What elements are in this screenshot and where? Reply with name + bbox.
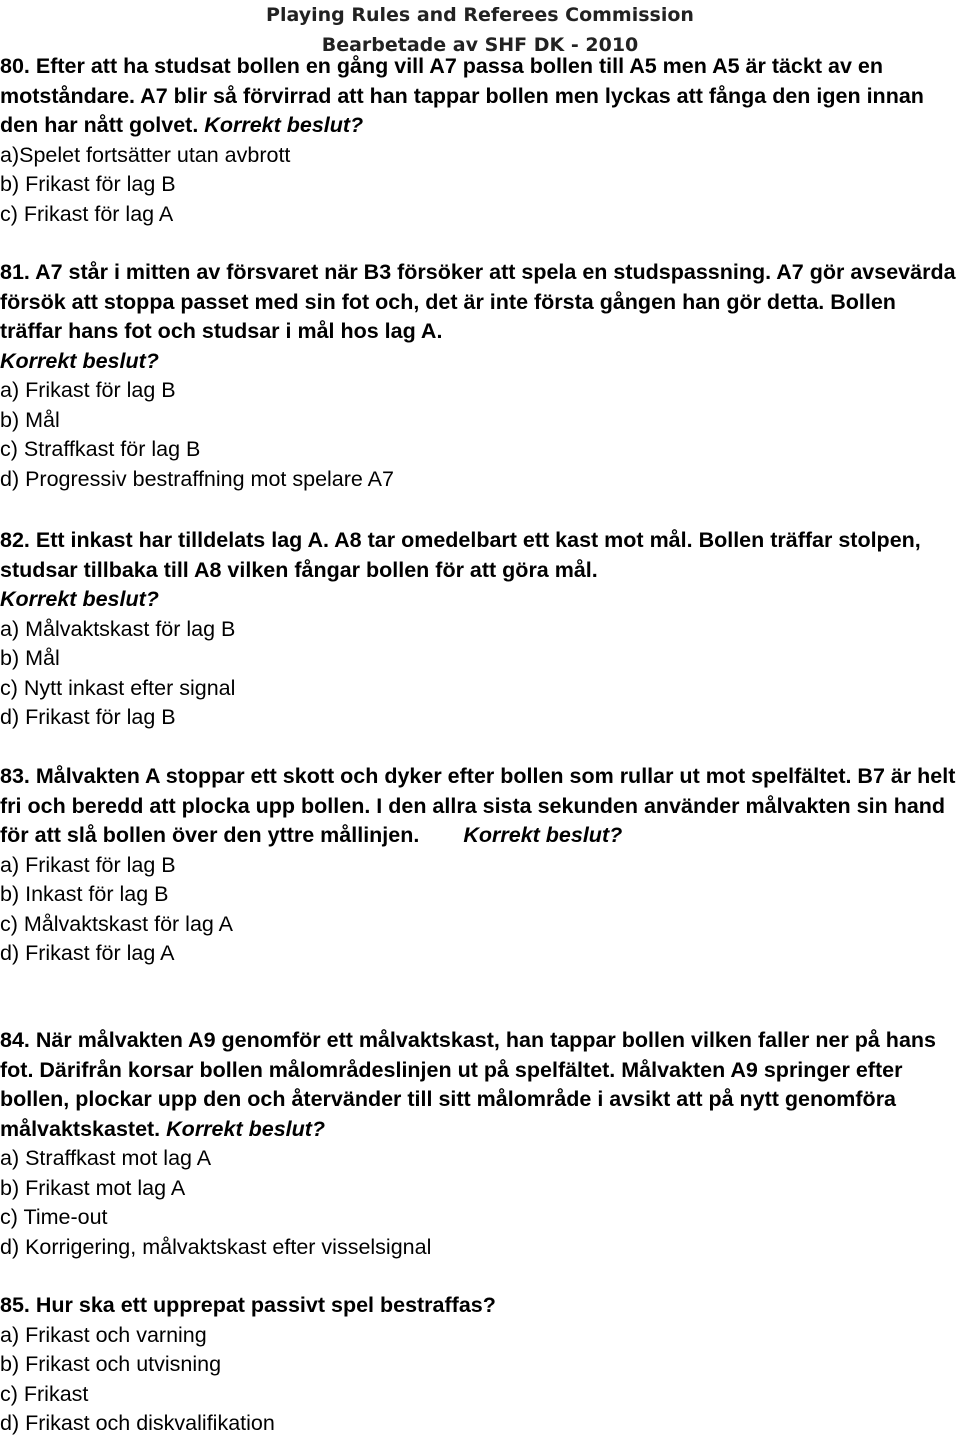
answer-option: a) Frikast och varning — [0, 1322, 207, 1347]
answer-option: c) Nytt inkast efter signal — [0, 675, 236, 700]
question-number: 83. — [0, 764, 30, 788]
question-83 — [0, 762, 958, 969]
answer-option: a)Spelet fortsätter utan avbrott — [0, 142, 291, 167]
answer-option: d) Korrigering, målvaktskast efter visselsignal — [0, 1234, 432, 1259]
question-number: 80. — [0, 54, 30, 78]
question-number: 81. — [0, 260, 30, 284]
question-82 — [0, 526, 958, 733]
question-stem — [0, 526, 958, 615]
answer-option: a) Frikast för lag B — [0, 852, 176, 877]
answer-option: b) Inkast för lag B — [0, 882, 169, 906]
question-prompt: Korrekt beslut? — [204, 113, 364, 137]
answer-option: b) Mål — [0, 646, 60, 670]
answer-option: a) Frikast för lag B — [0, 378, 176, 402]
question-81 — [0, 258, 958, 494]
question-text: A7 står i mitten av försvaret när B3 försöker att spela en studspassning. A7 gör avsevärda försök att stoppa passet med sin fot och, det är inte första gången han gör detta. Bollen träffar hans fot och studsar i mål hos lag A. — [0, 260, 956, 343]
question-number: 84. — [0, 1028, 30, 1052]
question-stem — [0, 762, 958, 851]
answer-option: b) Mål — [0, 407, 60, 432]
answer-option: b) Frikast mot lag A — [0, 1175, 186, 1200]
header-subtitle: Bearbetade av SHF DK - 2010 — [321, 34, 639, 56]
question-text: Hur ska ett upprepat passivt spel bestraffas? — [35, 1293, 496, 1317]
question-prompt: Korrekt beslut? — [0, 587, 159, 611]
question-stem — [0, 52, 958, 141]
answer-option: a) Straffkast mot lag A — [0, 1146, 212, 1170]
question-text: När målvakten A9 genomför ett målvaktskast, han tappar bollen vilken faller ner på hans fot. Därifrån korsar bollen målområdeslinjen ut på spelfältet. Målvakten A9 springer efter bollen, plockar upp den och återvänder till sitt målområde i avsikt att på nytt genomföra målvaktskastet. — [0, 1028, 936, 1141]
answer-option: d) Progressiv bestraffning mot spelare A7 — [0, 466, 394, 491]
page-header — [0, 0, 960, 60]
question-stem — [0, 258, 958, 376]
question-number: 85. — [0, 1293, 30, 1317]
question-text: Efter att ha studsat bollen en gång vill A7 passa bollen till A5 men A5 är täckt av en motståndare. A7 blir så förvirrad att han tappar bollen men lyckas att fånga den igen innan den har nått golvet. — [0, 54, 924, 137]
question-stem — [0, 1026, 958, 1144]
question-prompt: Korrekt beslut? — [166, 1116, 326, 1141]
question-stem — [0, 1291, 958, 1321]
answer-option: d) Frikast för lag B — [0, 705, 176, 729]
answer-option: b) Frikast och utvisning — [0, 1352, 222, 1376]
answer-option: c) Time-out — [0, 1205, 108, 1229]
header-title: Playing Rules and Referees Commission — [266, 4, 694, 26]
question-text: Målvakten A stoppar ett skott och dyker efter bollen som rullar ut mot spelfältet. B7 är helt fri och beredd att plocka upp bollen. I den allra sista sekunden använder målvakten sin hand för att slå bollen över den yttre mållinjen. — [0, 764, 956, 847]
answer-option: d) Frikast för lag A — [0, 941, 175, 965]
answer-option: c) Frikast för lag A — [0, 201, 174, 226]
answer-option: d) Frikast och diskvalifikation — [0, 1411, 275, 1435]
question-prompt: Korrekt beslut? — [463, 823, 623, 847]
question-prompt: Korrekt beslut? — [0, 348, 159, 373]
question-85 — [0, 1291, 958, 1439]
answer-option: c) Målvaktskast för lag A — [0, 911, 233, 936]
question-number: 82. — [0, 528, 30, 552]
answer-option: c) Frikast — [0, 1381, 89, 1406]
answer-option: c) Straffkast för lag B — [0, 437, 201, 461]
answer-option: b) Frikast för lag B — [0, 172, 176, 196]
question-80 — [0, 52, 958, 229]
question-84 — [0, 1026, 958, 1262]
answer-option: a) Målvaktskast för lag B — [0, 616, 236, 641]
question-text: Ett inkast har tilldelats lag A. A8 tar omedelbart ett kast mot mål. Bollen träffar stolpen, studsar tillbaka till A8 vilken fångar bollen för att göra mål. — [0, 528, 921, 582]
